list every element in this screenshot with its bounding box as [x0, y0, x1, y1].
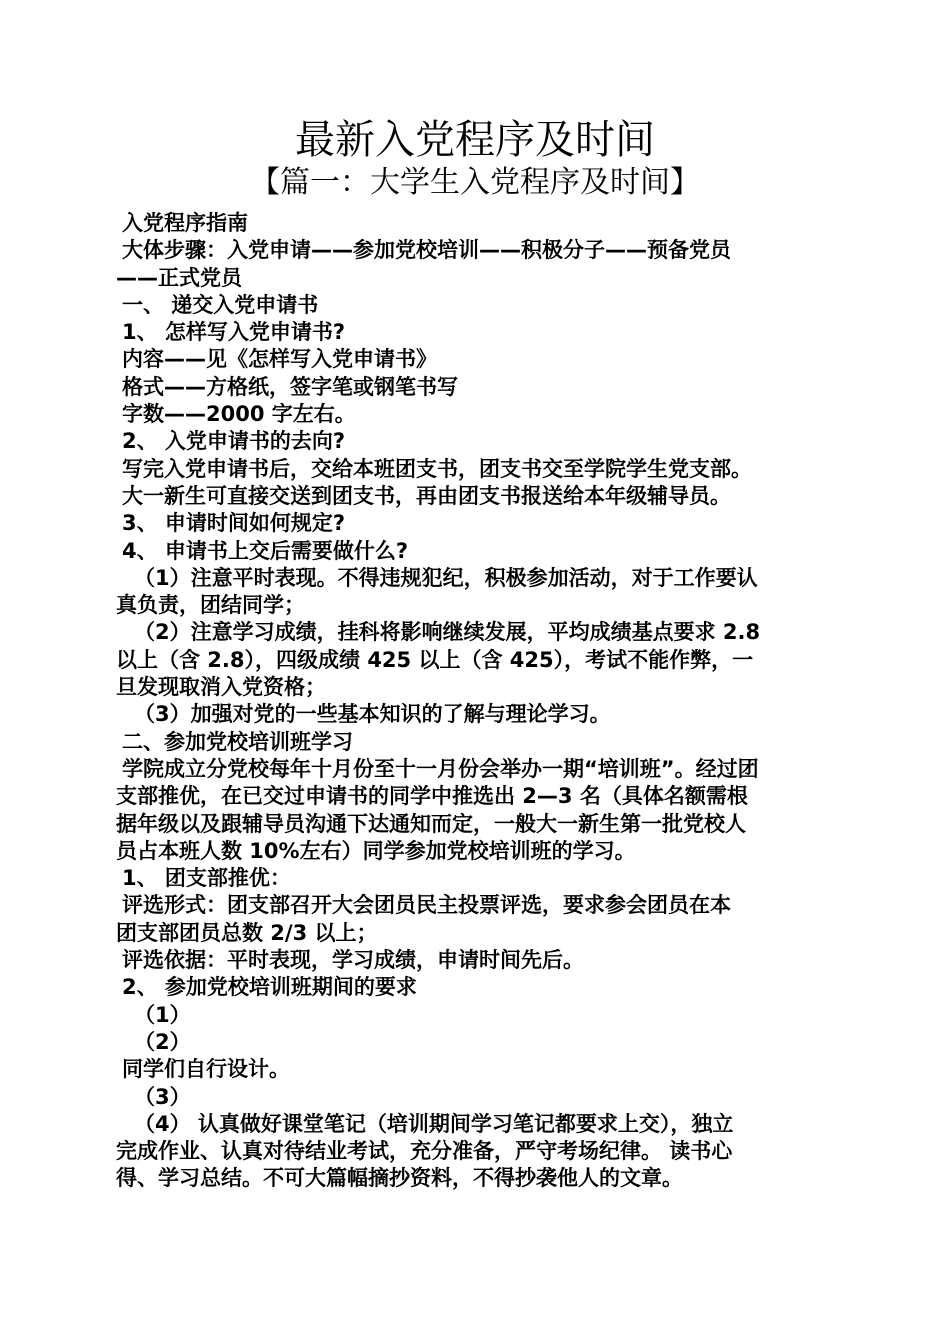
- text-line: 一、 递交入党申请书: [122, 292, 319, 317]
- text-line: 2、 参加党校培训班期间的要求: [122, 975, 417, 1000]
- text-line: 入党程序指南: [122, 211, 248, 235]
- text-line: ——正式党员: [116, 265, 242, 290]
- text-line: 同学们自行设计。: [122, 1057, 290, 1082]
- text-line: 内容——见《怎样写入党申请书》: [122, 347, 437, 372]
- text-line: 二、参加党校培训班学习: [122, 729, 353, 754]
- text-line: 员占本班人数 10%左右）同学参加党校培训班的学习。: [116, 838, 636, 863]
- text-line: （1）注意平时表现。不得违规犯纪，积极参加活动，对于工作要认: [134, 565, 758, 590]
- text-line: （2）注意学习成绩，挂科将影响继续发展，平均成绩基点要求 2.8: [134, 620, 761, 645]
- text-line: 写完入党申请书后，交给本班团支书，团支书交至学院学生党支部。: [122, 456, 752, 481]
- text-line: 学院成立分党校每年十月份至十一月份会举办一期“培训班”。经过团: [122, 756, 759, 781]
- text-line: 2、 入党申请书的去向?: [122, 429, 346, 454]
- text-line: 1、 怎样写入党申请书?: [122, 320, 346, 345]
- text-line: 1、 团支部推优：: [122, 866, 291, 891]
- text-line: 评选依据：平时表现，学习成绩，申请时间先后。: [122, 948, 584, 973]
- page-title: 最新入党程序及时间: [295, 117, 655, 163]
- text-line: 真负责，团结同学；: [116, 593, 305, 618]
- text-line: （3）加强对党的一些基本知识的了解与理论学习。: [134, 702, 611, 727]
- text-line: 格式——方格纸，签字笔或钢笔书写: [122, 374, 458, 399]
- text-line: 旦发现取消入党资格；: [116, 675, 326, 700]
- text-line: 完成作业、认真对待结业考试，充分准备，严守考场纪律。 读书心: [116, 1139, 733, 1164]
- text-line: （3）: [134, 1084, 191, 1109]
- text-line: （2）: [134, 1029, 191, 1054]
- text-line: 字数——2000 字左右。: [122, 402, 356, 427]
- text-line: 3、 申请时间如何规定?: [122, 511, 346, 536]
- text-line: 得、学习总结。不可大篇幅摘抄资料，不得抄袭他人的文章。: [116, 1166, 683, 1191]
- document-body: [116, 210, 836, 1193]
- text-line: 团支部团员总数 2/3 以上；: [116, 920, 378, 945]
- text-line: （4） 认真做好课堂笔记（培训期间学习笔记都要求上交），独立: [134, 1111, 734, 1136]
- page-subtitle: 【篇一：大学生入党程序及时间】: [250, 165, 700, 200]
- text-line: （1）: [134, 1002, 191, 1027]
- text-line: 评选形式：团支部召开大会团员民主投票评选，要求参会团员在本: [122, 893, 731, 918]
- text-line: 4、 申请书上交后需要做什么?: [122, 538, 409, 563]
- text-line: 以上（含 2.8），四级成绩 425 以上（含 425），考试不能作弊，一: [116, 647, 754, 672]
- text-line: 大体步骤：入党申请——参加党校培训——积极分子——预备党员: [122, 238, 731, 263]
- text-line: 大一新生可直接交送到团支书，再由团支书报送给本年级辅导员。: [122, 483, 731, 508]
- text-line: 支部推优，在已交过申请书的同学中推选出 2—3 名（具体名额需根: [116, 784, 748, 809]
- text-line: 据年级以及跟辅导员沟通下达通知而定，一般大一新生第一批党校人: [116, 811, 746, 836]
